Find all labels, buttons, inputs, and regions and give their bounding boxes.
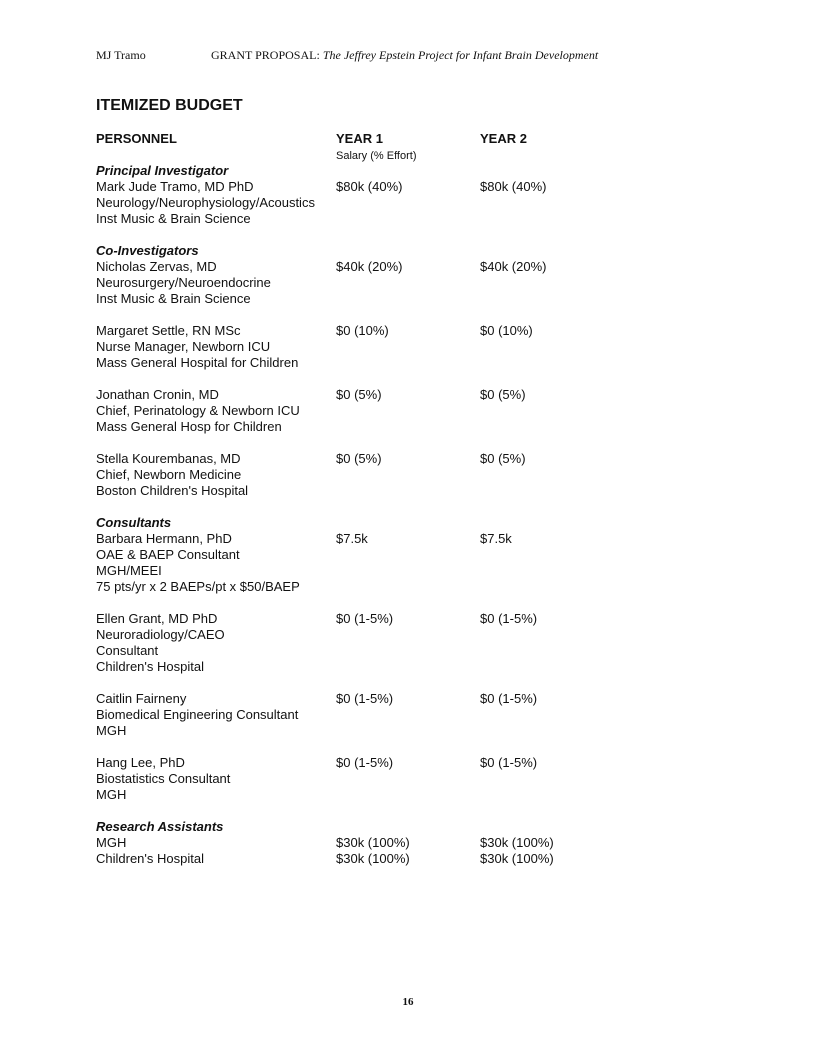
header-project-name: The Jeffrey Epstein Project for Infant Brain Development <box>322 48 599 62</box>
row-spacer <box>96 595 736 611</box>
person-detail: Inst Music & Brain Science <box>96 291 251 306</box>
person-name: MGH <box>96 835 127 850</box>
year1-amount: $0 (1-5%) <box>336 691 394 706</box>
budget-table <box>96 163 736 867</box>
person-name: Caitlin Fairneny <box>96 691 187 706</box>
personnel-entry <box>96 531 736 595</box>
row-spacer <box>96 435 736 451</box>
year2-amount: $30k (100%) <box>480 851 554 866</box>
person-detail: Neurology/Neurophysiology/Acoustics <box>96 195 315 210</box>
year2-amount: $0 (5%) <box>480 451 526 466</box>
person-name: Jonathan Cronin, MD <box>96 387 219 402</box>
year2-amount: $7.5k <box>480 531 512 546</box>
person-detail: Neurosurgery/Neuroendocrine <box>96 275 271 290</box>
budget-row <box>96 531 736 595</box>
person-detail: 75 pts/yr x 2 BAEPs/pt x $50/BAEP <box>96 579 300 594</box>
year2-amount: $40k (20%) <box>480 259 547 274</box>
person-detail: Inst Music & Brain Science <box>96 211 251 226</box>
person-detail: OAE & BAEP Consultant <box>96 547 240 562</box>
person-name: Hang Lee, PhD <box>96 755 185 770</box>
person-detail: Boston Children's Hospital <box>96 483 249 498</box>
year2-amount: $0 (5%) <box>480 387 526 402</box>
row-spacer <box>96 739 736 755</box>
year1-amount: $40k (20%) <box>336 259 403 274</box>
personnel-entry <box>96 691 736 739</box>
year2-amount: $80k (40%) <box>480 179 547 194</box>
year1-amount: $0 (1-5%) <box>336 611 394 626</box>
person-detail: Mass General Hospital for Children <box>96 355 299 370</box>
budget-row <box>96 387 736 435</box>
year2-amount: $0 (1-5%) <box>480 611 538 626</box>
section-heading-co-investigators: Co-Investigators <box>96 243 199 258</box>
person-name: Nicholas Zervas, MD <box>96 259 217 274</box>
year1-amount: $30k (100%) <box>336 835 410 850</box>
budget-row <box>96 611 736 675</box>
person-detail: Neuroradiology/CAEO <box>96 627 225 642</box>
year1-subheader: Salary (% Effort) <box>336 150 417 162</box>
personnel-column-header: PERSONNEL <box>96 131 177 146</box>
budget-row <box>96 451 736 499</box>
year1-amount: $7.5k <box>336 531 368 546</box>
year1-amount: $0 (1-5%) <box>336 755 394 770</box>
person-name: Ellen Grant, MD PhD <box>96 611 218 626</box>
person-detail: Consultant <box>96 643 159 658</box>
year1-amount: $0 (5%) <box>336 387 382 402</box>
personnel-entry <box>96 851 736 867</box>
personnel-entry <box>96 387 736 435</box>
year2-amount: $0 (1-5%) <box>480 755 538 770</box>
section-spacer <box>96 803 736 819</box>
personnel-entry <box>96 755 736 803</box>
person-name: Barbara Hermann, PhD <box>96 531 232 546</box>
row-spacer <box>96 675 736 691</box>
person-detail: MGH <box>96 723 127 738</box>
budget-row <box>96 323 736 371</box>
year1-column-header: YEAR 1 <box>336 131 383 146</box>
person-name: Stella Kourembanas, MD <box>96 451 241 466</box>
header-author: MJ Tramo <box>96 48 146 62</box>
year2-amount: $0 (1-5%) <box>480 691 538 706</box>
personnel-entry <box>96 451 736 499</box>
page-number: 16 <box>402 996 414 1008</box>
person-name: Margaret Settle, RN MSc <box>96 323 241 338</box>
person-detail: MGH <box>96 787 127 802</box>
budget-row <box>96 259 736 307</box>
person-name: Children's Hospital <box>96 851 204 866</box>
budget-row <box>96 851 736 867</box>
personnel-entry <box>96 323 736 371</box>
person-detail: Chief, Perinatology & Newborn ICU <box>96 403 300 418</box>
year1-amount: $0 (10%) <box>336 323 389 338</box>
section-heading-principal-investigator: Principal Investigator <box>96 163 229 178</box>
person-name: Mark Jude Tramo, MD PhD <box>96 179 254 194</box>
personnel-entry <box>96 259 736 307</box>
person-detail: Mass General Hosp for Children <box>96 419 282 434</box>
budget-row <box>96 691 736 739</box>
year1-amount: $0 (5%) <box>336 451 382 466</box>
personnel-entry <box>96 835 736 851</box>
row-spacer <box>96 371 736 387</box>
budget-row <box>96 179 736 227</box>
person-detail: MGH/MEEI <box>96 563 162 578</box>
budget-row <box>96 835 736 851</box>
person-detail: Nurse Manager, Newborn ICU <box>96 339 271 354</box>
person-detail: Chief, Newborn Medicine <box>96 467 242 482</box>
row-spacer <box>96 307 736 323</box>
year1-amount: $30k (100%) <box>336 851 410 866</box>
budget-row <box>96 755 736 803</box>
personnel-entry <box>96 611 736 675</box>
person-detail: Biostatistics Consultant <box>96 771 231 786</box>
header-grant-title <box>211 47 598 63</box>
header-grant-label: GRANT PROPOSAL: <box>211 48 320 62</box>
section-heading-research-assistants: Research Assistants <box>96 819 224 834</box>
personnel-entry <box>96 179 736 227</box>
page-title: ITEMIZED BUDGET <box>96 97 243 114</box>
year1-amount: $80k (40%) <box>336 179 403 194</box>
year2-amount: $30k (100%) <box>480 835 554 850</box>
year2-column-header: YEAR 2 <box>480 131 527 146</box>
section-spacer <box>96 227 736 243</box>
section-heading-consultants: Consultants <box>96 515 172 530</box>
year2-amount: $0 (10%) <box>480 323 533 338</box>
person-detail: Biomedical Engineering Consultant <box>96 707 299 722</box>
person-detail: Children's Hospital <box>96 659 204 674</box>
section-spacer <box>96 499 736 515</box>
